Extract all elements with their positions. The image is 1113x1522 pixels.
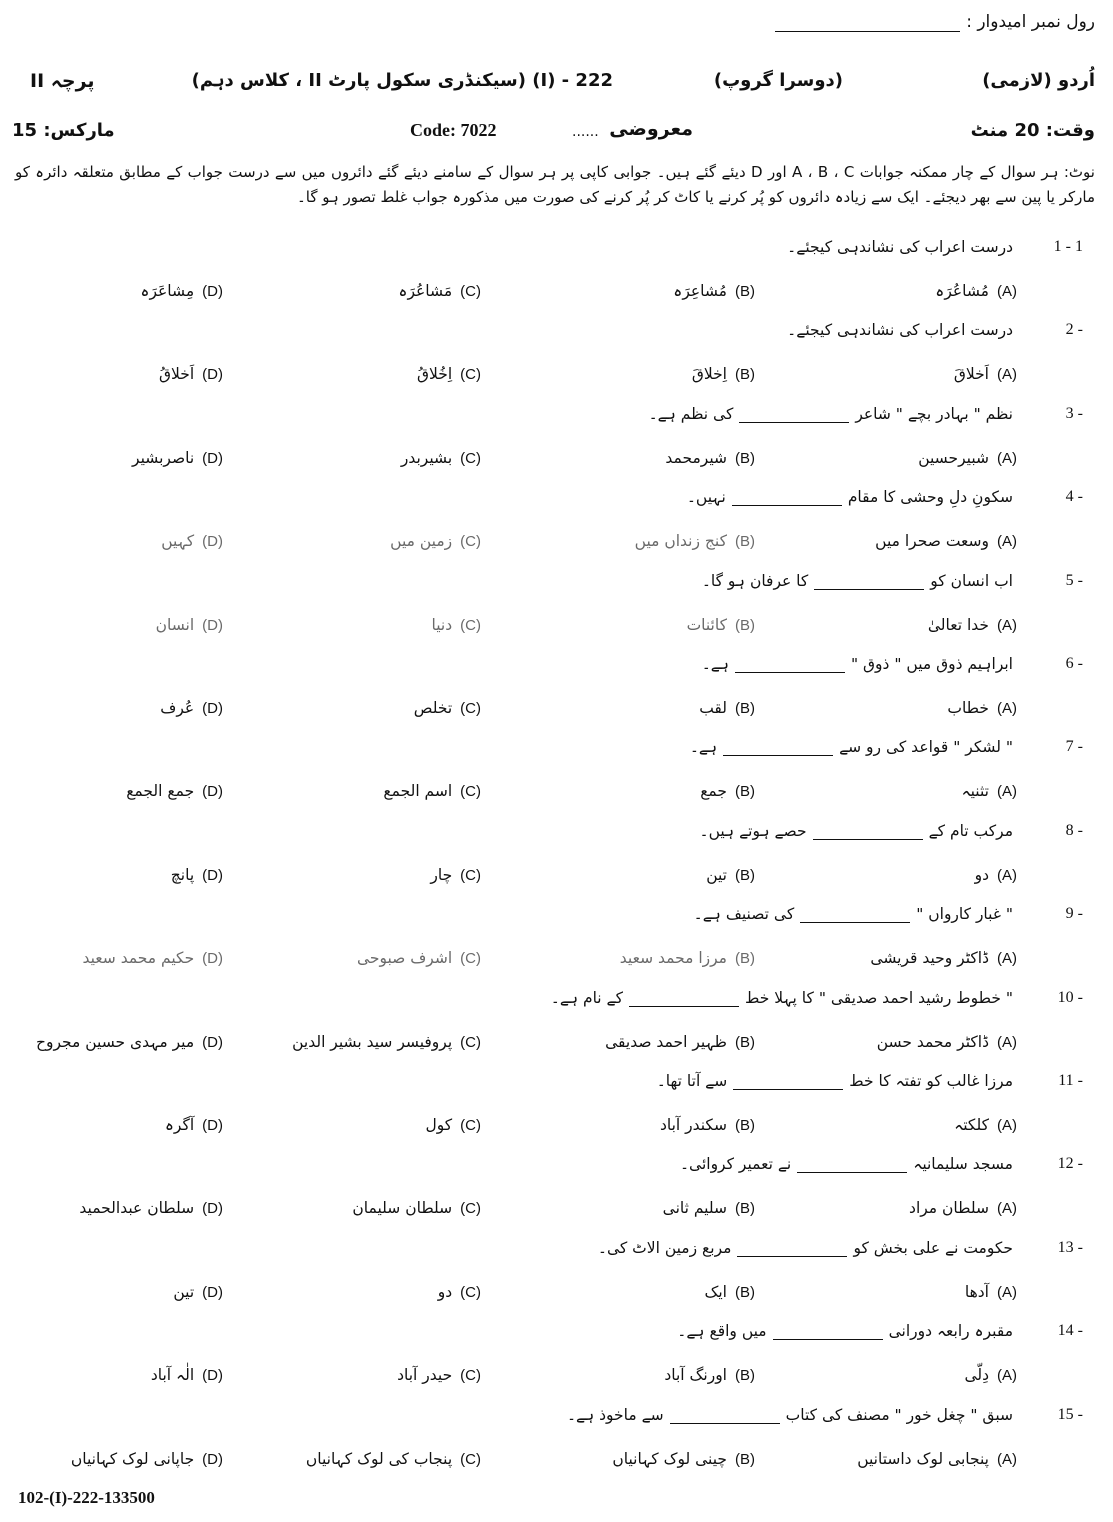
option-text: وسعت صحرا میں [875, 532, 989, 550]
question-number: 14 - [1057, 1322, 1083, 1339]
option-letter: (D) [202, 1367, 223, 1384]
fill-in-blank [735, 656, 845, 673]
question-stem: " خطوط رشید احمد صدیقی " کا پہلا خط [745, 989, 1013, 1007]
question-text [694, 905, 1013, 923]
option-a[interactable] [954, 365, 1017, 383]
option-letter: (A) [996, 1284, 1017, 1301]
option-letter: (C) [460, 867, 481, 884]
question-stem-end: کا عرفان ہو گا۔ [701, 572, 809, 590]
option-text: کائنات [686, 616, 727, 634]
question-row [43, 572, 1083, 596]
option-b[interactable] [673, 282, 755, 300]
option-text: سکندر آباد [659, 1116, 727, 1134]
option-b[interactable] [700, 782, 755, 800]
question-number: 10 - [1057, 989, 1083, 1006]
option-text: انسان [155, 616, 195, 634]
option-text: ظہیر احمد صدیقی [605, 1033, 727, 1051]
option-a[interactable] [857, 1450, 1017, 1468]
option-a[interactable] [975, 866, 1017, 884]
option-letter: (D) [202, 783, 223, 800]
question-row [43, 1406, 1083, 1430]
question-number: 2 - [1065, 321, 1083, 338]
question-stem: " غبار کارواں " [916, 905, 1013, 923]
option-letter: (B) [734, 366, 755, 383]
option-text: آگرہ [164, 1116, 195, 1134]
question-stem-end: نے تعمیر کروائی۔ [679, 1155, 792, 1173]
option-a[interactable] [928, 616, 1017, 634]
option-letter: (B) [734, 1200, 755, 1217]
option-d[interactable] [173, 1283, 223, 1301]
option-letter: (D) [202, 950, 223, 967]
fill-in-blank [797, 1156, 907, 1173]
option-b[interactable] [663, 1199, 755, 1217]
question-number: 12 - [1057, 1155, 1083, 1172]
option-letter: (A) [996, 450, 1017, 467]
question-row [43, 1155, 1083, 1179]
option-text: سلطان عبدالحمید [79, 1199, 195, 1217]
option-c[interactable] [357, 949, 481, 967]
option-letter: (C) [460, 533, 481, 550]
option-text: اورنگ آباد [664, 1366, 727, 1384]
option-letter: (A) [996, 950, 1017, 967]
option-d[interactable] [79, 1199, 223, 1217]
question-number: 11 - [1058, 1072, 1083, 1089]
option-text: جاپانی لوک کہانیاں [70, 1450, 195, 1468]
option-text: ایک [704, 1283, 727, 1301]
option-c[interactable] [352, 1199, 481, 1217]
option-c[interactable] [292, 1033, 481, 1051]
option-d[interactable] [159, 365, 223, 383]
option-b[interactable] [692, 365, 755, 383]
option-text: آدھا [964, 1283, 989, 1301]
option-text: مُشاعِرَہ [673, 282, 727, 300]
option-b[interactable] [635, 532, 755, 550]
question-stem: مسجد سلیمانیہ [913, 1155, 1013, 1173]
option-text: ناصربشیر [132, 449, 195, 467]
option-text: دنیا [431, 616, 453, 634]
option-d[interactable] [156, 616, 223, 634]
question-stem: درست اعراب کی نشاندہی کیجئے۔ [787, 321, 1013, 339]
question-stem: درست اعراب کی نشاندہی کیجئے۔ [787, 238, 1013, 256]
question-number: 13 - [1057, 1239, 1083, 1256]
option-letter: (A) [996, 533, 1017, 550]
option-c[interactable] [426, 1116, 482, 1134]
option-c[interactable] [438, 1283, 481, 1301]
option-letter: (A) [996, 783, 1017, 800]
option-letter: (B) [734, 950, 755, 967]
paper-info: 222 - (I) (سیکنڈری سکول پارٹ II ، کلاس دہم) [191, 70, 613, 91]
fill-in-blank [800, 906, 910, 923]
option-text: سلطان سلیمان [352, 1199, 453, 1217]
option-letter: (B) [734, 700, 755, 717]
question-text [551, 989, 1013, 1007]
option-a[interactable] [909, 1199, 1017, 1217]
option-c[interactable] [417, 365, 481, 383]
option-c[interactable] [430, 866, 481, 884]
option-letter: (A) [996, 1367, 1017, 1384]
option-text: ڈاکٹر محمد حسن [876, 1033, 989, 1051]
option-text: خدا تعالیٰ [927, 616, 989, 634]
paper-code: Code: 7022 [410, 120, 497, 140]
option-a[interactable] [870, 949, 1017, 967]
paper-footer-code: 102-(I)-222-133500 [18, 1488, 155, 1507]
question-text [702, 572, 1013, 590]
question-stem: مقبرہ رابعہ دورانی [888, 1322, 1013, 1340]
option-letter: (C) [460, 1200, 481, 1217]
instructions-note: نوٹ: ہر سوال کے چار ممکنہ جوابات A ، B ، C اور D دیئے گئے ہیں۔ جوابی کاپی پر ہر سوال کے سامنے دیئے گئے دائروں میں سے درست جواب کے مطابق متعلقہ دائرہ کو مارکر یا پین سے بھر دیجئے۔ ایک سے زیادہ دائروں کو پُر کرنے یا کاٹ کر پُر کرنے کی صورت میں مذکورہ جواب غلط تصور ہو گا۔ [15, 163, 1095, 206]
subject-label: اُردو (لازمی) [982, 70, 1095, 91]
option-b[interactable] [706, 866, 755, 884]
option-text: سلطان مراد [909, 1199, 989, 1217]
option-letter: (B) [734, 1117, 755, 1134]
option-letter: (A) [996, 1117, 1017, 1134]
option-text: بشیربدر [400, 449, 453, 467]
question-row [43, 1072, 1083, 1096]
option-text: تین [706, 866, 727, 884]
option-text: تثنیہ [961, 782, 989, 800]
option-a[interactable] [965, 1283, 1017, 1301]
fill-in-blank [733, 1073, 843, 1090]
option-a[interactable] [918, 449, 1017, 467]
option-d[interactable] [165, 1116, 223, 1134]
question-number: 4 - [1065, 488, 1083, 505]
option-letter: (C) [460, 1367, 481, 1384]
option-text: شبیرحسین [918, 449, 989, 467]
question-stem-end: کی نظم ہے۔ [648, 405, 734, 423]
option-c[interactable] [397, 1366, 481, 1384]
option-b[interactable] [687, 616, 755, 634]
option-letter: (A) [996, 617, 1017, 634]
option-text: مرزا محمد سعید [619, 949, 727, 967]
question-stem: مرکب تام کے [928, 822, 1013, 840]
option-letter: (C) [460, 1034, 481, 1051]
option-letter: (B) [734, 283, 755, 300]
option-text: اَخلاقَ [953, 365, 989, 383]
option-text: کلکتہ [954, 1116, 989, 1134]
question-stem: نظم " بہادر بچے " شاعر [855, 405, 1013, 423]
option-text: چینی لوک کہانیاں [612, 1450, 727, 1468]
option-letter: (A) [996, 700, 1017, 717]
question-row [43, 655, 1083, 679]
option-c[interactable] [401, 449, 481, 467]
question-text [657, 1072, 1013, 1090]
option-text: مَشاعُرَہ [398, 282, 453, 300]
option-letter: (B) [734, 1284, 755, 1301]
option-letter: (D) [202, 283, 223, 300]
fill-in-blank [732, 489, 842, 506]
option-c[interactable] [414, 699, 481, 717]
option-text: اِخلاقَ [691, 365, 727, 383]
option-a[interactable] [954, 1116, 1017, 1134]
question-text [702, 655, 1013, 673]
question-text [567, 1406, 1013, 1424]
option-b[interactable] [699, 699, 755, 717]
option-d[interactable] [82, 949, 223, 967]
option-text: دو [974, 866, 989, 884]
option-letter: (B) [734, 1034, 755, 1051]
dots: ...... [572, 124, 599, 140]
option-letter: (D) [202, 700, 223, 717]
question-stem-end: نہیں۔ [686, 488, 726, 506]
question-text [700, 822, 1014, 840]
fill-in-blank [739, 406, 849, 423]
option-text: میر مہدی حسین مجروح [35, 1033, 195, 1051]
option-text: مُشاعُرَہ [935, 282, 989, 300]
question-row [43, 1322, 1083, 1346]
option-letter: (C) [460, 366, 481, 383]
marks-label: مارکس: 15 [12, 120, 115, 141]
option-letter: (C) [460, 283, 481, 300]
question-stem-end: سے آتا تھا۔ [656, 1072, 728, 1090]
option-text: پنجابی لوک داستانیں [857, 1450, 989, 1468]
option-d[interactable] [36, 1033, 223, 1051]
question-number: 9 - [1065, 905, 1083, 922]
option-letter: (A) [996, 283, 1017, 300]
option-letter: (C) [460, 450, 481, 467]
option-d[interactable] [132, 449, 223, 467]
option-a[interactable] [877, 1033, 1017, 1051]
question-stem: اب انسان کو [930, 572, 1013, 590]
option-text: دو [437, 1283, 453, 1301]
option-text: حکیم محمد سعید [82, 949, 195, 967]
question-stem: مرزا غالب کو تفتہ کا خط [849, 1072, 1013, 1090]
fill-in-blank [813, 823, 923, 840]
option-letter: (D) [202, 1117, 223, 1134]
option-b[interactable] [665, 449, 755, 467]
question-number: 6 - [1065, 655, 1083, 672]
option-b[interactable] [612, 1450, 755, 1468]
fill-in-blank [670, 1407, 780, 1424]
option-a[interactable] [962, 782, 1017, 800]
question-row [43, 989, 1083, 1013]
option-letter: (D) [202, 1200, 223, 1217]
option-text: چار [430, 866, 453, 884]
option-text: تخلص [413, 699, 453, 717]
question-stem-end: ہے۔ [689, 738, 718, 756]
option-text: عُرف [160, 699, 195, 717]
option-text: ڈاکٹر وحید قریشی [870, 949, 989, 967]
option-d[interactable] [126, 782, 223, 800]
option-letter: (D) [202, 867, 223, 884]
option-d[interactable] [151, 1366, 223, 1384]
option-text: خطاب [947, 699, 989, 717]
option-letter: (A) [996, 1451, 1017, 1468]
option-letter: (A) [996, 867, 1017, 884]
question-row [43, 405, 1083, 429]
question-row [43, 1239, 1083, 1263]
option-letter: (D) [202, 533, 223, 550]
option-c[interactable] [383, 782, 481, 800]
option-d[interactable] [160, 699, 223, 717]
option-letter: (C) [460, 700, 481, 717]
option-d[interactable] [171, 866, 223, 884]
objective-label: معروضی [609, 118, 693, 140]
fill-in-blank [723, 739, 833, 756]
option-letter: (B) [734, 1367, 755, 1384]
fill-in-blank [737, 1240, 847, 1257]
option-letter: (D) [202, 1284, 223, 1301]
option-b[interactable] [620, 949, 755, 967]
option-letter: (A) [996, 366, 1017, 383]
option-text: پنجاب کی لوک کہانیاں [305, 1450, 453, 1468]
question-stem-end: حصے ہوتے ہیں۔ [699, 822, 807, 840]
option-letter: (B) [734, 533, 755, 550]
question-text [598, 1239, 1013, 1257]
option-letter: (C) [460, 1117, 481, 1134]
option-letter: (B) [734, 783, 755, 800]
option-letter: (C) [460, 1451, 481, 1468]
question-row [43, 905, 1083, 929]
option-letter: (B) [734, 450, 755, 467]
option-text: دِلّی [964, 1366, 989, 1384]
option-text: سلیم ثانی [662, 1199, 727, 1217]
option-text: زمین میں [390, 532, 453, 550]
question-stem-end: میں واقع ہے۔ [677, 1322, 767, 1340]
option-text: کنج زنداں میں [634, 532, 727, 550]
time-label: وقت: 20 منٹ [970, 120, 1095, 141]
question-text [787, 321, 1013, 339]
option-d[interactable] [161, 532, 223, 550]
question-text [649, 405, 1013, 423]
question-number: 8 - [1065, 822, 1083, 839]
option-text: پانچ [170, 866, 195, 884]
question-stem-end: کی تصنیف ہے۔ [693, 905, 795, 923]
option-letter: (A) [996, 1200, 1017, 1217]
option-c[interactable] [390, 532, 481, 550]
option-text: اسم الجمع [383, 782, 453, 800]
question-stem: حکومت نے علی بخش کو [853, 1239, 1013, 1257]
option-letter: (B) [734, 867, 755, 884]
question-row [43, 738, 1083, 762]
question-stem-end: سے ماخوذ ہے۔ [566, 1406, 664, 1424]
question-row [43, 321, 1083, 345]
option-text: کہیں [161, 532, 195, 550]
option-letter: (A) [996, 1034, 1017, 1051]
question-stem-end: کے نام ہے۔ [550, 989, 623, 1007]
option-letter: (B) [734, 1451, 755, 1468]
question-stem: سبق " چغل خور " مصنف کی کتاب [785, 1406, 1013, 1424]
option-letter: (D) [202, 617, 223, 634]
question-text [680, 1155, 1013, 1173]
roll-number-label: رول نمبر امیدوار : [769, 12, 1095, 32]
question-number: 5 - [1065, 572, 1083, 589]
option-letter: (D) [202, 1451, 223, 1468]
option-letter: (C) [460, 950, 481, 967]
option-letter: (D) [202, 1034, 223, 1051]
option-text: مِشاعَرَہ [140, 282, 195, 300]
option-text: اشرف صبوحی [356, 949, 453, 967]
question-stem: ابراہیم ذوق میں " ذوق " [850, 655, 1013, 673]
option-c[interactable] [432, 616, 481, 634]
option-a[interactable] [964, 1366, 1017, 1384]
option-text: جمع [700, 782, 727, 800]
option-text: جمع الجمع [126, 782, 195, 800]
option-b[interactable] [704, 1283, 755, 1301]
option-text: الٰہ آباد [150, 1366, 195, 1384]
option-c[interactable] [306, 1450, 481, 1468]
option-letter: (C) [460, 1284, 481, 1301]
question-text [690, 738, 1013, 756]
question-stem: " لشکر " قواعد کی رو سے [839, 738, 1013, 756]
option-b[interactable] [605, 1033, 755, 1051]
fill-in-blank [629, 990, 739, 1007]
option-text: پروفیسر سید بشیر الدین [292, 1033, 453, 1051]
option-text: حیدر آباد [397, 1366, 453, 1384]
fill-in-blank [814, 573, 924, 590]
question-stem-end: مربع زمین الاٹ کی۔ [597, 1239, 732, 1257]
option-text: اِخُلاقُ [416, 365, 453, 383]
question-number: 3 - [1065, 405, 1083, 422]
option-text: لقب [699, 699, 727, 717]
option-b[interactable] [660, 1116, 755, 1134]
paper-number: پرچہ II [30, 70, 95, 92]
option-b[interactable] [664, 1366, 755, 1384]
option-a[interactable] [875, 532, 1017, 550]
option-c[interactable] [398, 282, 481, 300]
question-number: 7 - [1065, 738, 1083, 755]
option-d[interactable] [140, 282, 223, 300]
option-text: کول [425, 1116, 453, 1134]
question-number: 15 - [1057, 1406, 1083, 1423]
group-label: (دوسرا گروپ) [713, 70, 843, 91]
fill-in-blank [773, 1323, 883, 1340]
option-letter: (B) [734, 617, 755, 634]
option-letter: (D) [202, 450, 223, 467]
question-number: 1 - 1 [1053, 238, 1083, 255]
question-text [677, 1322, 1013, 1340]
option-letter: (C) [460, 617, 481, 634]
option-a[interactable] [947, 699, 1017, 717]
roll-number-blank[interactable] [775, 15, 960, 32]
question-stem-end: ہے۔ [701, 655, 729, 673]
option-letter: (D) [202, 366, 223, 383]
question-text [687, 488, 1013, 506]
option-letter: (C) [460, 783, 481, 800]
question-stem: سکونِ دلِ وحشی کا مقام [847, 488, 1013, 506]
question-row [43, 822, 1083, 846]
question-row [43, 488, 1083, 512]
question-text [787, 238, 1013, 256]
option-d[interactable] [71, 1450, 223, 1468]
question-row [43, 238, 1083, 262]
option-text: تین [173, 1283, 195, 1301]
option-text: اَخلاقُ [158, 365, 195, 383]
option-text: شیرمحمد [665, 449, 727, 467]
option-a[interactable] [935, 282, 1017, 300]
